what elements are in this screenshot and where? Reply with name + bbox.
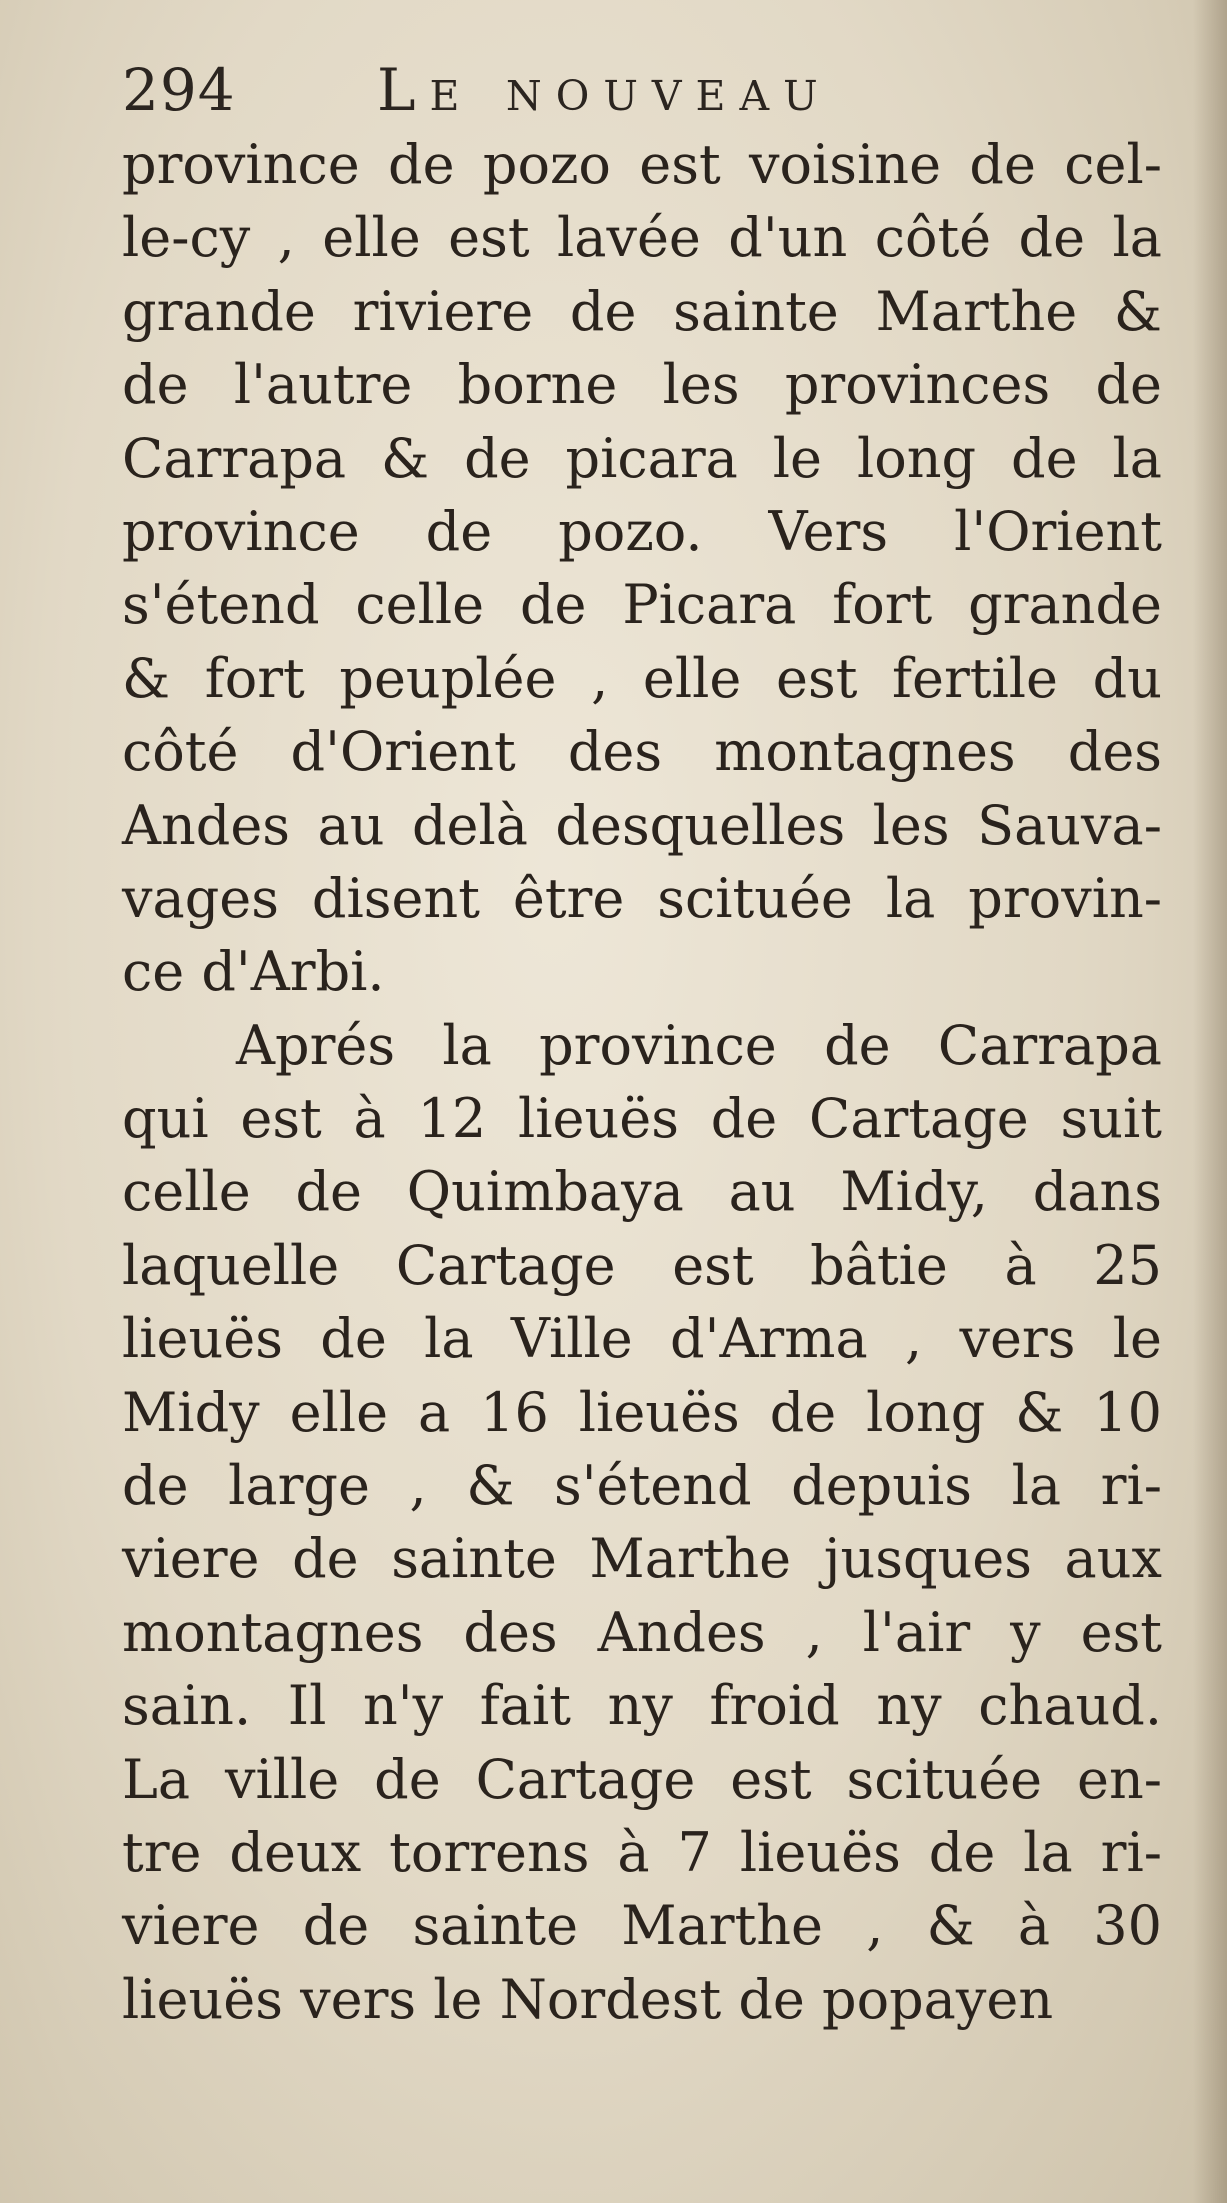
text-line: viere de sainte Marthe , & à 30 [122,1894,1162,1958]
body-text [122,128,1162,2036]
text-line: & fort peuplée , elle est fertile du [122,646,1162,710]
text-line: côté d'Orient des montagnes des [122,720,1162,784]
text-line: ce d'Arbi. [122,940,385,1004]
text-line: tre deux torrens à 7 lieuës de la ri- [122,1820,1162,1884]
text-line: montagnes des Andes , l'air y est [122,1600,1162,1664]
text-line: Aprés la province de Carrapa [236,1013,1162,1077]
text-line: grande riviere de sainte Marthe & [122,279,1162,343]
text-line: le-cy , elle est lavée d'un côté de la [122,206,1162,270]
text-line: Midy elle a 16 lieuës de long & 10 [122,1380,1162,1444]
text-line: Carrapa & de picara le long de la [122,426,1162,490]
text-line: province de pozo est voisine de cel- [122,133,1162,196]
text-line: vages disent être scituée la provin- [122,866,1162,930]
page-header [122,48,1122,138]
text-line: celle de Quimbaya au Midy, dans [122,1160,1162,1224]
text-line: de l'autre borne les provinces de [122,353,1162,417]
text-line: viere de sainte Marthe jusques aux [122,1527,1162,1591]
text-line: province de pozo. Vers l'Orient [122,499,1162,563]
text-line: lieuës de la Ville d'Arma , vers le [122,1307,1162,1371]
text-line: qui est à 12 lieuës de Cartage suit [122,1087,1162,1151]
text-line: s'étend celle de Picara fort grande [122,573,1162,637]
text-line: sain. Il n'y fait ny froid ny chaud. [122,1674,1162,1738]
running-head: Le nouveau [377,56,832,124]
text-line: lieuës vers le Nordest de popayen [122,1967,1054,2031]
text-line: de large , & s'étend depuis la ri- [122,1454,1162,1518]
text-line: laquelle Cartage est bâtie à 25 [122,1233,1162,1297]
text-line: Andes au delà desquelles les Sauva- [122,793,1162,857]
text-line: La ville de Cartage est scituée en- [122,1747,1162,1811]
page-number: 294 [122,56,236,124]
page-edge-shadow [1193,0,1227,2203]
